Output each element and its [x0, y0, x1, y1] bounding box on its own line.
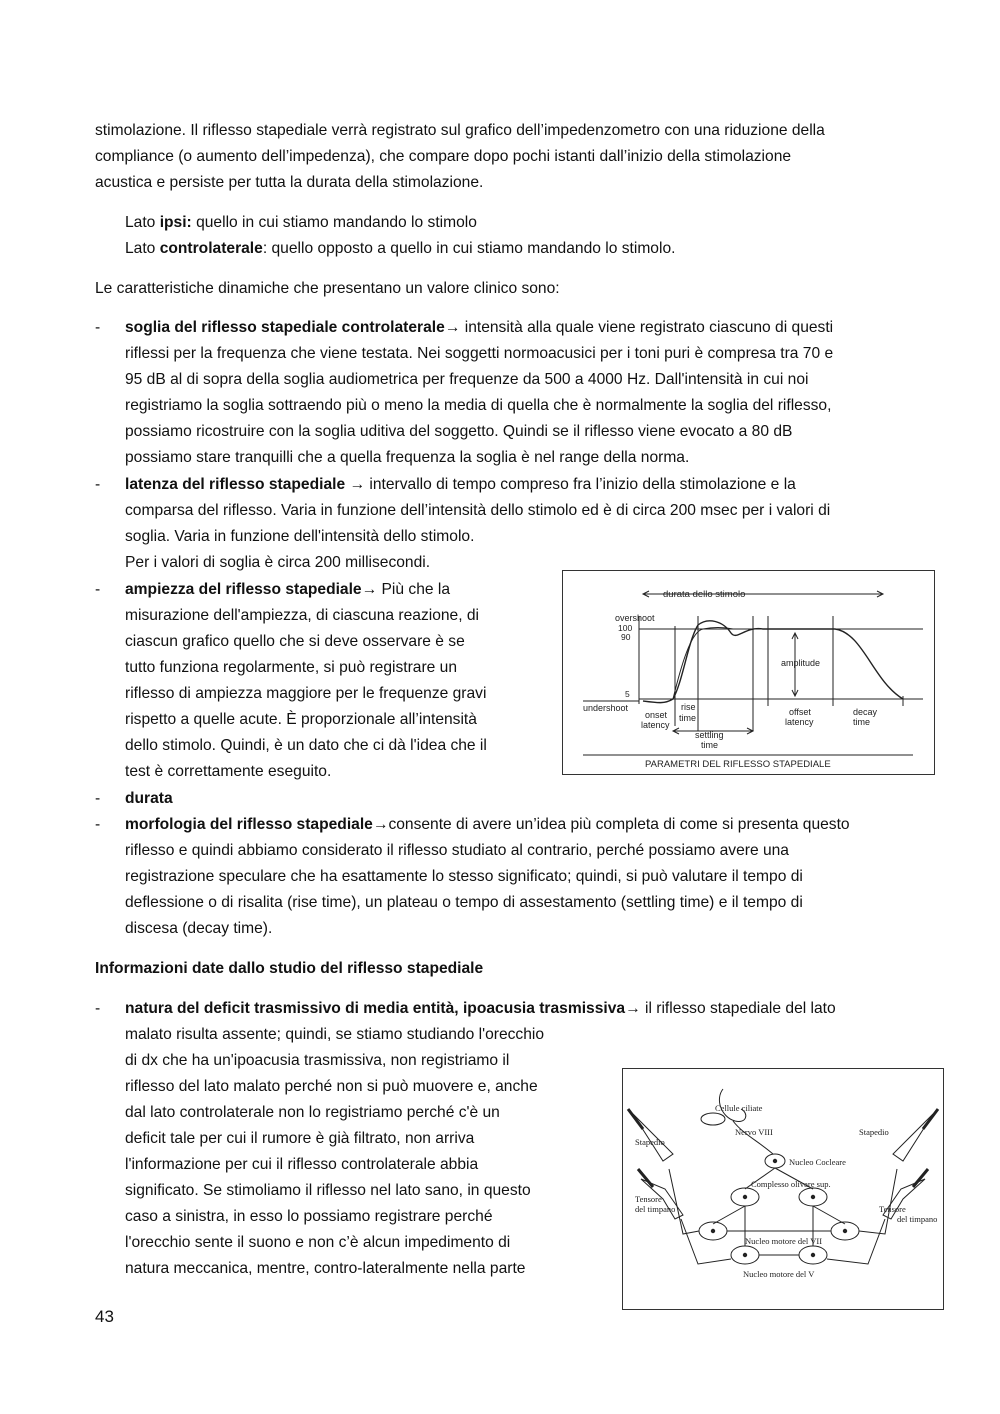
- label-settling-time: time: [701, 740, 719, 750]
- list-item-line: possiamo stare tranquilli che a quella frequenza la soglia è nel range della norma.: [125, 449, 690, 466]
- list-item-line: rispetto a quelle acute. È proporzionale all’intensità: [125, 711, 477, 728]
- list-item-line: di dx che ha un'ipoacusia trasmissiva, non registriamo il: [125, 1052, 510, 1069]
- list-item-line: ciascun grafico quello che si deve osservare è se: [125, 633, 465, 650]
- reflex-graph: [563, 571, 934, 774]
- label-nucleo-motore-vii: Nucleo motore del VII: [745, 1236, 823, 1246]
- label-cellule-ciliate: Cellule ciliate: [715, 1103, 763, 1113]
- intro-line: Le caratteristiche dinamiche che presentano un valore clinico sono:: [95, 280, 560, 297]
- page-number: 43: [95, 1307, 114, 1326]
- list-item-line: comparsa del riflesso. Varia in funzione dell’intensità dello stimolo ed è di circa 200 msec per i valori di: [125, 502, 831, 519]
- list-item-line: tutto funziona regolarmente, si può registrare un: [125, 659, 457, 676]
- reflex-arc-svg: [623, 1069, 943, 1309]
- list-item-line: l'orecchio sente il suono e non c’è alcun impedimento di: [125, 1234, 511, 1251]
- list-item-line: misurazione dell'ampiezza, di ciascuna reazione, di: [125, 607, 480, 624]
- label-rise-time: time: [679, 713, 697, 723]
- list-item-line: soglia. Varia in funzione dell'intensità dello stimolo.: [125, 528, 475, 545]
- lato-ipsi-line: Lato ipsi: quello in cui stiamo mandando lo stimolo: [125, 214, 477, 231]
- figure-caption: PARAMETRI DEL RIFLESSO STAPEDIALE: [645, 759, 831, 770]
- list-dash: -: [95, 476, 101, 493]
- label-y100: 100: [618, 623, 633, 633]
- list-item-line: Per i valori di soglia è circa 200 millisecondi.: [125, 554, 431, 571]
- list-item-line: riflessi per la frequenza che viene testata. Nei soggetti normoacusici per i toni puri è compresa tra 70 e: [125, 345, 834, 362]
- list-item-first-line: morfologia del riflesso stapediale→consente di avere un’idea più completa di come si presenta questo: [125, 816, 850, 833]
- stapedial-reflex-parameters-figure: [562, 570, 935, 775]
- label-decay: decay: [853, 707, 878, 717]
- list-item-first-line: natura del deficit trasmissivo di media entità, ipoacusia trasmissiva→ il riflesso stapediale del lato: [125, 1000, 836, 1017]
- label-onset: onset: [645, 710, 668, 720]
- label-offset-latency: latency: [785, 717, 814, 727]
- label-tensore-right-1: Tensore: [879, 1204, 906, 1214]
- list-dash: -: [95, 581, 101, 598]
- list-item-line: riflesso di ampiezza maggiore per le frequenze gravi: [125, 685, 487, 702]
- section-heading: Informazioni date dallo studio del riflesso stapediale: [95, 960, 484, 977]
- label-stapedio-left: Stapedio: [635, 1137, 665, 1147]
- lato-controlaterale-line: Lato controlaterale: quello opposto a quello in cui stiamo mandando lo stimolo.: [125, 240, 676, 257]
- list-item-line: riflesso e quindi abbiamo considerato il riflesso studiato al contrario, perché possiamo avere una: [125, 842, 789, 859]
- list-dash: -: [95, 319, 101, 336]
- label-nervo-viii: Nervo VIII: [735, 1127, 773, 1137]
- list-item-line: registriamo la soglia sottraendo più o meno la media di quella che è normalmente la soglia del riflesso,: [125, 397, 832, 414]
- label-complesso-olivare: Complesso olivare sup.: [751, 1179, 831, 1189]
- list-dash: -: [95, 1000, 101, 1017]
- list-item-first-line: ampiezza del riflesso stapediale→ Più che la: [125, 581, 451, 598]
- list-item-line: deflessione o di risalita (rise time), un plateau o tempo di assestamento (settling time) e il tempo di: [125, 894, 803, 911]
- label-y90: 90: [621, 632, 631, 642]
- label-amplitude: amplitude: [781, 658, 821, 668]
- list-dash: -: [95, 790, 101, 807]
- label-stapedio-right: Stapedio: [859, 1127, 889, 1137]
- list-item-line: 95 dB al di sopra della soglia audiometrica per frequenze da 500 a 4000 Hz. Dall'intensità in cui noi: [125, 371, 809, 388]
- list-item-line: dal lato controlaterale non lo registriamo perché c'è un: [125, 1104, 500, 1121]
- list-item-line: natura meccanica, mentre, contro-lateralmente nella parte: [125, 1260, 526, 1277]
- list-item-line: dello stimolo. Quindi, è un dato che ci dà l'idea che il: [125, 737, 487, 754]
- paragraph-line: compliance (o aumento dell’impedenza), che compare dopo pochi istanti dall’inizio della stimolazione: [95, 148, 792, 165]
- list-item-line: l'informazione per cui il riflesso controlaterale abbia: [125, 1156, 479, 1173]
- list-item-line: discesa (decay time).: [125, 920, 273, 937]
- label-overshoot: overshoot: [615, 613, 655, 623]
- label-undershoot: undershoot: [583, 703, 629, 713]
- label-decay-time: time: [853, 717, 871, 727]
- list-item-first-line: soglia del riflesso stapediale controlaterale→ intensità alla quale viene registrato ciascuno di questi: [125, 319, 834, 336]
- list-item-line: test è correttamente eseguito.: [125, 763, 332, 780]
- label-tensore-right-2: del timpano: [897, 1214, 938, 1224]
- label-onset-latency: latency: [641, 720, 670, 730]
- label-tensore-left-1: Tensore: [635, 1194, 662, 1204]
- list-dash: -: [95, 816, 101, 833]
- label-tensore-left-2: del timpano: [635, 1204, 676, 1214]
- label-nucleo-motore-v: Nucleo motore del V: [743, 1269, 815, 1279]
- list-item-line: registrazione speculare che ha esattamente lo stesso significato; quindi, si può valutare il tempo di: [125, 868, 803, 885]
- paragraph-line: acustica e persiste per tutta la durata della stimolazione.: [95, 174, 484, 191]
- paragraph-line: stimolazione. Il riflesso stapediale verrà registrato sul grafico dell’impedenzometro con una riduzione della: [95, 122, 825, 139]
- label-offset: offset: [789, 707, 811, 717]
- label-y5: 5: [625, 689, 630, 699]
- label-nucleo-cocleare: Nucleo Cocleare: [789, 1157, 846, 1167]
- list-item-line: riflesso del lato malato perché non si può muovere e, anche: [125, 1078, 538, 1095]
- reflex-arc-diagram: [622, 1068, 944, 1310]
- list-item-line: significato. Se stimoliamo il riflesso nel lato sano, in questo: [125, 1182, 531, 1199]
- list-item-line: caso a sinistra, in esso lo possiamo registrare perché: [125, 1208, 493, 1225]
- list-item-first-line: durata: [125, 790, 173, 807]
- list-item-line: deficit tale per cui il rumore è già filtrato, non arriva: [125, 1130, 475, 1147]
- list-item-line: possiamo ricostruire con la soglia uditiva del soggetto. Quindi se il riflesso viene evocato a 80 dB: [125, 423, 793, 440]
- list-item-line: malato risulta assente; quindi, se stiamo studiando l'orecchio: [125, 1026, 545, 1043]
- label-settling: settling: [695, 730, 724, 740]
- label-durata: durata dello stimolo: [663, 589, 746, 600]
- list-item-first-line: latenza del riflesso stapediale → intervallo di tempo compreso fra l’inizio della stimolazione e la: [125, 476, 796, 493]
- label-rise: rise: [681, 702, 696, 712]
